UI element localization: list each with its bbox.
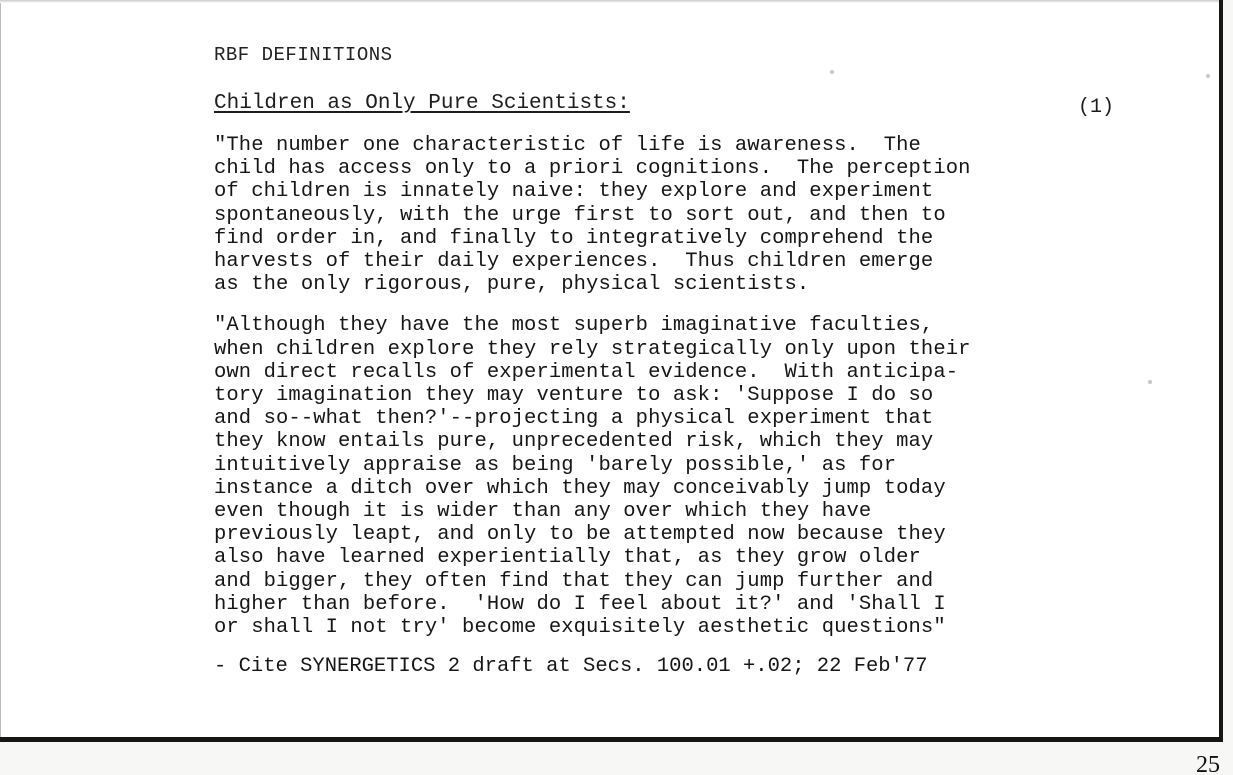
card-label: RBF DEFINITIONS bbox=[214, 44, 393, 66]
card-heading: Children as Only Pure Scientists: bbox=[214, 92, 630, 115]
card-left-edge bbox=[0, 0, 1, 737]
scan-speck bbox=[1148, 380, 1152, 384]
card-number: (1) bbox=[1077, 96, 1114, 119]
citation: - Cite SYNERGETICS 2 draft at Secs. 100.01 +.02; 22 Feb'77 bbox=[214, 655, 928, 679]
quote-paragraph-1: "The number one characteristic of life is awareness. The child has access only to a priori cognitions. The perception of children is innately naive: they explore and experiment spontaneously, with the urge first to sort out, and then to find order in, and finally to integratively comprehend the harvests of their daily experiences. Thus children emerge as the only rigorous, pure, physical scientists. bbox=[214, 134, 971, 297]
page-number: 25 bbox=[1196, 752, 1220, 775]
card-content bbox=[214, 44, 1114, 678]
scan-speck bbox=[1206, 74, 1210, 78]
heading-row bbox=[214, 92, 1114, 118]
quote-paragraph-2: "Although they have the most superb imaginative faculties, when children explore they rely strategically only upon their own direct recalls of experimental evidence. With anticipa- tory imagination they may venture to ask: 'Suppose I do so and so--what then?'--projecting a physical experiment that they know entails pure, unprecedented risk, which they may intuitively appraise as being 'barely possible,' as for instance a ditch over which they may conceivably jump today even though it is wider than any over which they have previously leapt, and only to be attempted now because they also have learned experientially that, as they grow older and bigger, they often find that they can jump further and higher than before. 'How do I feel about it?' and 'Shall I or shall I not try' become exquisitely aesthetic questions" bbox=[214, 314, 971, 640]
card-top-edge bbox=[0, 0, 1219, 3]
